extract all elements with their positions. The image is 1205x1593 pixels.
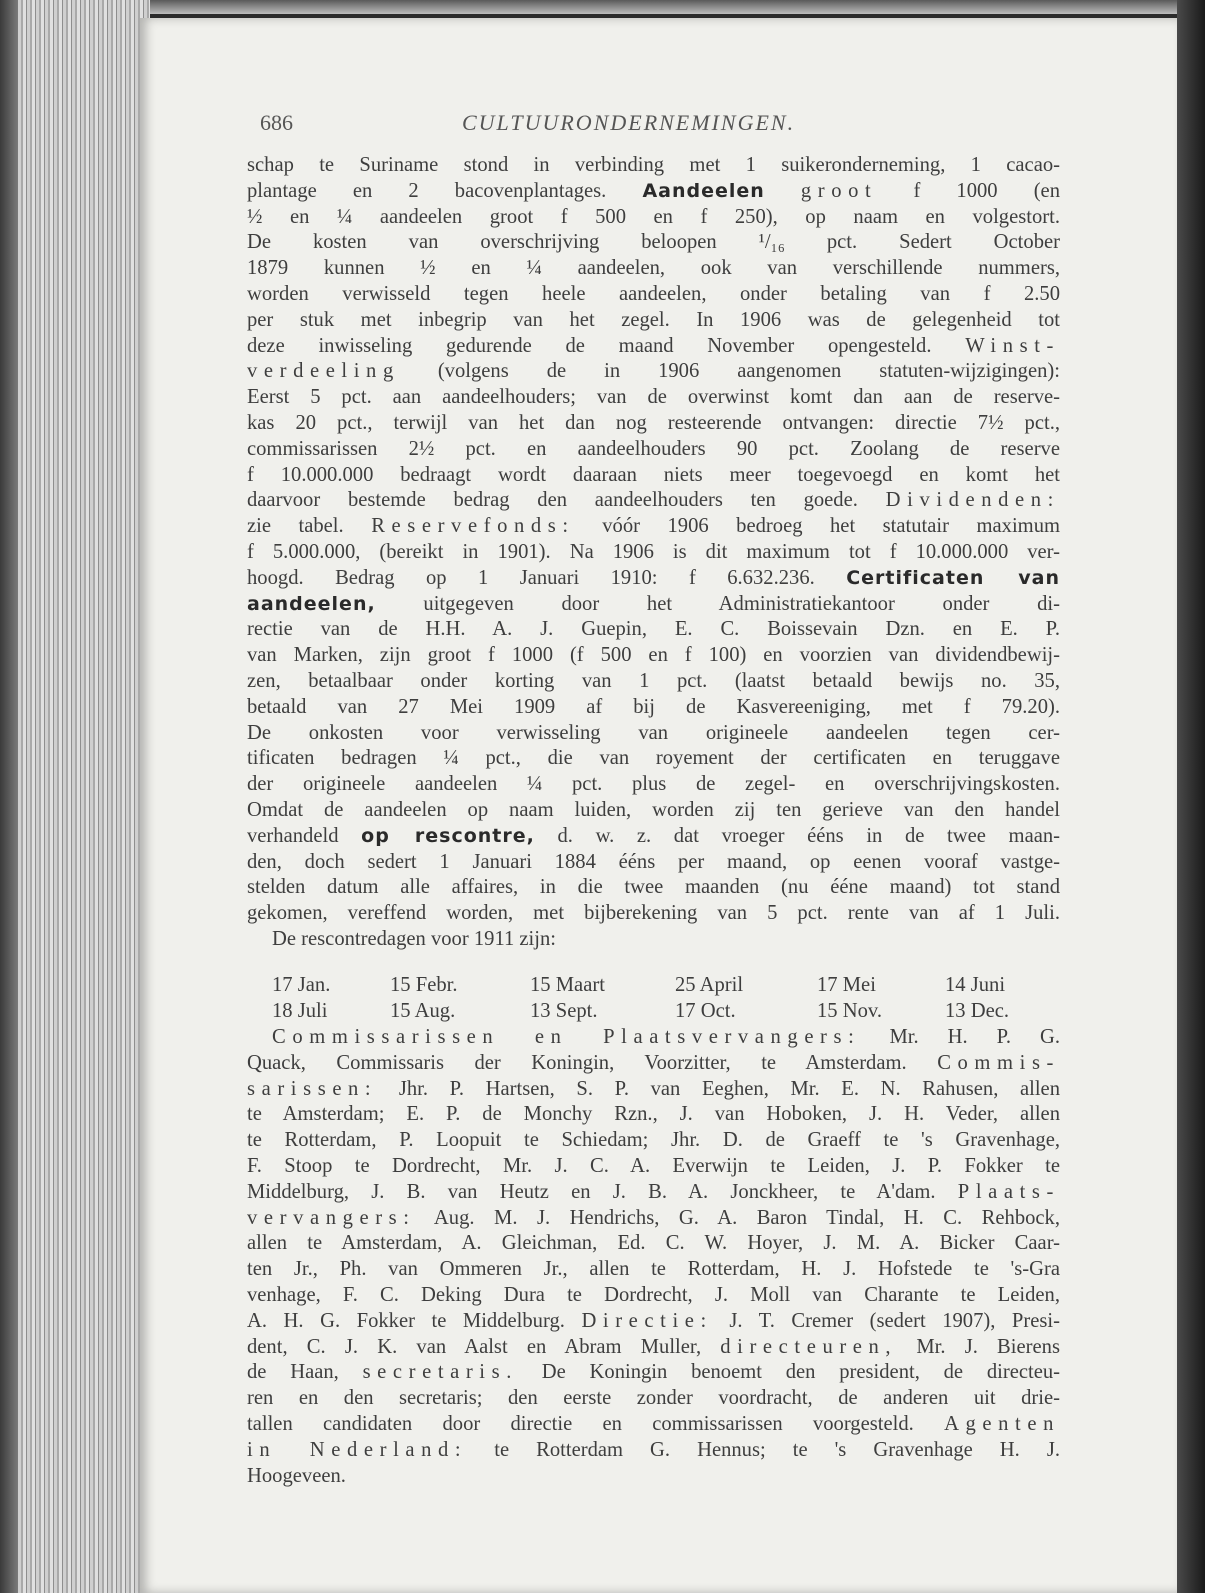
date-cell: 15 Nov. [817, 1000, 883, 1023]
heading-op-rescontre: op rescontre, [361, 824, 535, 847]
date-cell: 15 Maart [530, 974, 605, 997]
text-line: gekomen, vereffend worden, met bijberekening van 5 pct. rente van af 1 Juli. [247, 902, 1060, 925]
table-row [247, 973, 1060, 999]
text-line: betaald van 27 Mei 1909 af bij de Kasvereeniging, met f 79.20). [247, 695, 1060, 718]
date-cell: 13 Sept. [530, 1000, 598, 1023]
text-line: De onkosten voor verwisseling van origineele aandeelen tegen cer- [247, 721, 1060, 744]
text-line: De rescontredagen voor 1911 zijn: [272, 927, 557, 950]
text-line: F. Stoop te Dordrecht, Mr. J. C. A. Everwijn te Leiden, J. P. Fokker te [247, 1154, 1060, 1177]
book-page [140, 18, 1177, 1593]
text-line: plantage en 2 bacovenplantages. Aandeelen groot f 1000 (en [247, 179, 1060, 202]
date-cell: 14 Juni [945, 974, 1006, 997]
text-line: worden verwisseld tegen heele aandeelen, onder betaling van f 2.50 [247, 282, 1060, 305]
text-line: f 10.000.000 bedraagt wordt daaraan niets meer toegevoegd en komt het [247, 463, 1060, 486]
text-line: zie tabel. Reservefonds: vóór 1906 bedroeg het statutair maximum [247, 515, 1061, 538]
page-header [260, 110, 796, 140]
text-line: f 5.000.000, (bereikt in 1901). Na 1906 is dit maximum tot f 10.000.000 ver- [247, 540, 1060, 563]
text-line: deze inwisseling gedurende de maand November opengesteld. Winst- [247, 334, 1060, 357]
text-line: ten Jr., Ph. van Ommeren Jr., allen te Rotterdam, H. J. Hofstede te 's-Gra [247, 1258, 1060, 1281]
text-line: stelden datum alle affaires, in die twee maanden (nu ééne maand) tot stand [247, 876, 1060, 899]
heading-certificaten: Certificaten van [846, 566, 1060, 589]
page-number: 686 [260, 110, 293, 135]
text-line: dent, C. J. K. van Aalst en Abram Muller, directeuren, Mr. J. Bierens [247, 1335, 1060, 1358]
date-cell: 17 Mei [817, 974, 876, 997]
text-line: 1879 kunnen ½ en ¼ aandeelen, ook van verschillende nummers, [247, 257, 1060, 280]
body-paragraph-board [247, 1025, 1060, 1489]
text-line: rectie van de H.H. A. J. Guepin, E. C. Boissevain Dzn. en E. P. [247, 618, 1060, 641]
text-line: A. H. G. Fokker te Middelburg. Directie: J. T. Cremer (sedert 1907), Presi- [247, 1309, 1060, 1332]
book-page-edges [0, 0, 150, 1593]
text-line: der origineele aandeelen ¼ pct. plus de zegel- en overschrijvingskosten. [247, 773, 1060, 796]
text-line: in Nederland: te Rotterdam G. Hennus; te 's Gravenhage H. J. [247, 1438, 1060, 1461]
text-line: hoogd. Bedrag op 1 Januari 1910: f 6.632.236. Certificaten van [247, 566, 1060, 589]
text-line: de Haan, secretaris. De Koningin benoemt den president, de directeu- [247, 1361, 1060, 1384]
text-line: van Marken, zijn groot f 1000 (f 500 en f 100) en voorzien van dividendbewij- [247, 644, 1060, 667]
text-line: Quack, Commissaris der Koningin, Voorzitter, te Amsterdam. Commis- [247, 1051, 1060, 1074]
text-line: daarvoor bestemde bedrag den aandeelhouders ten goede. Dividenden: [247, 489, 1060, 512]
text-line: vervangers: Aug. M. J. Hendrichs, G. A. Baron Tindal, H. C. Rehbock, [247, 1206, 1060, 1229]
date-cell: 17 Jan. [272, 974, 331, 997]
text-line: tallen candidaten door directie en commissarissen voorgesteld. Agenten [247, 1412, 1060, 1435]
text-line: ½ en ¼ aandeelen groot f 500 en f 250), op naam en volgestort. [247, 205, 1060, 228]
text-line: te Amsterdam; E. P. de Monchy Rzn., J. van Hoboken, J. H. Veder, allen [247, 1103, 1060, 1126]
text-line: zen, betaalbaar onder korting van 1 pct. (laatst betaald bewijs no. 35, [247, 669, 1060, 692]
date-cell: 13 Dec. [945, 1000, 1010, 1023]
book-binding [1177, 0, 1205, 1593]
text-line: schap te Suriname stond in verbinding met 1 suikeronderneming, 1 cacao- [247, 154, 1060, 176]
text-line: sarissen: Jhr. P. Hartsen, S. P. van Eeghen, Mr. E. N. Rahusen, allen [247, 1077, 1060, 1100]
text-line: De kosten van overschrijving beloopen ¹/₁₆ pct. Sedert October [247, 231, 1060, 254]
spaced-term-reservefonds: Reservefonds: [371, 515, 575, 538]
text-line: kas 20 pct., terwijl van het dan nog resteerende ontvangen: directie 7½ pct., [247, 411, 1060, 434]
spaced-term-directie: Directie: [581, 1309, 713, 1332]
text-line: Commissarissen en Plaatsvervangers: Mr. H. P. G. [272, 1026, 1060, 1048]
text-line: Hoogeveen. [247, 1464, 346, 1487]
spaced-term-winst: Winst- [965, 334, 1060, 357]
text-line: per stuk met inbegrip van het zegel. In 1906 was de gelegenheid tot [247, 308, 1060, 331]
table-row [247, 999, 1060, 1025]
spaced-term-dividenden: Dividenden: [885, 489, 1060, 512]
text-line: te Rotterdam, P. Loopuit te Schiedam; Jhr. D. de Graeff te 's Gravenhage, [247, 1129, 1060, 1152]
text-line: aandeelen, uitgegeven door het Administratiekantoor onder di- [247, 592, 1060, 615]
body-paragraph-shares [247, 153, 1060, 953]
text-line: ren en den secretaris; den eerste zonder voordracht, de anderen uit drie- [247, 1387, 1060, 1410]
text-line: verhandeld op rescontre, d. w. z. dat vroeger ééns in de twee maan- [247, 824, 1061, 847]
text-line: tificaten bedragen ¼ pct., die van royement der certificaten en teruggave [247, 747, 1060, 770]
text-line: commissarissen 2½ pct. en aandeelhouders 90 pct. Zoolang de reserve [247, 437, 1060, 460]
date-cell: 17 Oct. [675, 1000, 736, 1023]
text-line: Eerst 5 pct. aan aandeelhouders; van de overwinst komt dan aan de reserve- [247, 386, 1060, 409]
text-line: venhage, F. C. Deking Dura te Dordrecht, J. Moll van Charante te Leiden, [247, 1283, 1060, 1306]
spaced-term-agenten: Agenten [944, 1412, 1060, 1435]
date-cell: 18 Juli [272, 1000, 328, 1023]
date-cell: 25 April [675, 974, 744, 997]
date-cell: 15 Aug. [390, 1000, 456, 1023]
rescontre-dates-table [247, 973, 1060, 1025]
date-cell: 15 Febr. [390, 974, 458, 997]
spaced-term-commissarissen: Commissarissen en Plaatsvervangers: [272, 1026, 861, 1048]
text-line: verdeeling (volgens de in 1906 aangenomen statuten-wijzigingen): [247, 360, 1060, 383]
text-line: den, doch sedert 1 Januari 1884 ééns per maand, op eenen vooraf vastge- [247, 850, 1060, 873]
running-title: CULTUURONDERNEMINGEN. [462, 110, 796, 135]
scan-top-edge [0, 0, 1205, 14]
text-line: Omdat de aandeelen op naam luiden, worden zij ten gerieve van den handel [247, 798, 1060, 821]
text-line: allen te Amsterdam, A. Gleichman, Ed. C. W. Hoyer, J. M. A. Bicker Caar- [247, 1232, 1060, 1255]
text-line: Middelburg, J. B. van Heutz en J. B. A. Jonckheer, te A'dam. Plaats- [247, 1180, 1060, 1203]
heading-aandeelen: Aandeelen [642, 179, 765, 202]
